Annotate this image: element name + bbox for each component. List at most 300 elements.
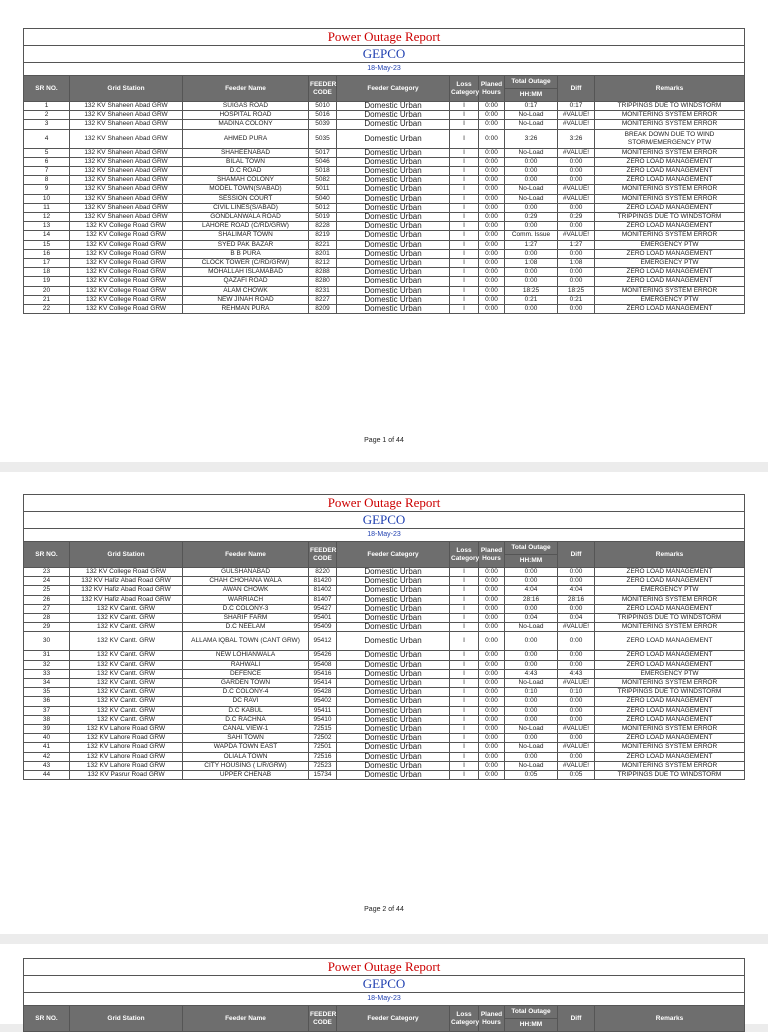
cell-sr-no: 23	[24, 568, 70, 577]
cell-planned-hours: 0:00	[479, 102, 505, 111]
cell-planned-hours: 0:00	[479, 148, 505, 157]
cell-feeder-name: AHMED PURA	[183, 129, 309, 148]
cell-feeder-name: D.C NEELAM	[183, 623, 309, 632]
cell-diff: 0:00	[558, 305, 595, 314]
cell-planned-hours: 0:00	[479, 176, 505, 185]
cell-feeder-name: CANAL VIEW-1	[183, 725, 309, 734]
company-name: GEPCO	[24, 512, 745, 529]
cell-loss-category: I	[450, 185, 479, 194]
cell-feeder-code: 95408	[309, 660, 337, 669]
cell-remarks: MONITERING SYSTEM ERROR	[595, 185, 745, 194]
cell-remarks: ZERO LOAD MANAGEMENT	[595, 203, 745, 212]
cell-diff: 0:00	[558, 706, 595, 715]
cell-loss-category: I	[450, 725, 479, 734]
table-row	[24, 148, 745, 157]
cell-feeder-name: SYED PAK BAZAR	[183, 240, 309, 249]
report-title: Power Outage Report	[24, 959, 745, 976]
cell-loss-category: I	[450, 679, 479, 688]
cell-grid-station: 132 KV Shaheen Abad GRW	[70, 111, 183, 120]
cell-total-outage: 0:00	[505, 651, 558, 660]
cell-feeder-code: 8219	[309, 231, 337, 240]
cell-diff: 0:00	[558, 577, 595, 586]
cell-sr-no: 44	[24, 771, 70, 780]
cell-total-outage: 0:00	[505, 222, 558, 231]
cell-diff: 0:00	[558, 697, 595, 706]
cell-sr-no: 41	[24, 743, 70, 752]
outage-table-3	[23, 958, 745, 1032]
cell-feeder-name: D.C RACHNA	[183, 715, 309, 724]
cell-total-outage: 0:00	[505, 697, 558, 706]
cell-remarks: ZERO LOAD MANAGEMENT	[595, 715, 745, 724]
cell-feeder-category: Domestic Urban	[337, 752, 450, 761]
cell-feeder-name: CHAH CHOHANA WALA	[183, 577, 309, 586]
cell-total-outage: No-Load	[505, 185, 558, 194]
cell-feeder-code: 8231	[309, 286, 337, 295]
cell-remarks: TRIPPINGS DUE TO WINDSTORM	[595, 102, 745, 111]
table-row	[24, 194, 745, 203]
table-row	[24, 129, 745, 148]
cell-feeder-name: CLOCK TOWER (C/RD/GRW)	[183, 259, 309, 268]
cell-loss-category: I	[450, 623, 479, 632]
header-feeder-category: Feeder Category	[337, 1006, 450, 1032]
cell-diff: 3:26	[558, 129, 595, 148]
header-remarks: Remarks	[595, 76, 745, 102]
cell-total-outage: 0:00	[505, 577, 558, 586]
cell-total-outage: 0:00	[505, 249, 558, 258]
cell-diff: #VALUE!	[558, 111, 595, 120]
cell-feeder-name: QAZAFI ROAD	[183, 277, 309, 286]
cell-feeder-name: SHAHEENABAD	[183, 148, 309, 157]
cell-feeder-category: Domestic Urban	[337, 277, 450, 286]
cell-loss-category: I	[450, 752, 479, 761]
report-date: 18-May-23	[24, 63, 745, 76]
cell-grid-station: 132 KV Lahore Road GRW	[70, 752, 183, 761]
cell-grid-station: 132 KV College Road GRW	[70, 286, 183, 295]
cell-planned-hours: 0:00	[479, 679, 505, 688]
cell-diff: 28:16	[558, 595, 595, 604]
cell-grid-station: 132 KV College Road GRW	[70, 268, 183, 277]
cell-diff: 0:04	[558, 614, 595, 623]
cell-grid-station: 132 KV College Road GRW	[70, 231, 183, 240]
cell-grid-station: 132 KV Cantt. GRW	[70, 697, 183, 706]
cell-loss-category: I	[450, 148, 479, 157]
cell-planned-hours: 0:00	[479, 734, 505, 743]
cell-loss-category: I	[450, 203, 479, 212]
cell-planned-hours: 0:00	[479, 743, 505, 752]
cell-diff: 0:00	[558, 734, 595, 743]
cell-remarks: ZERO LOAD MANAGEMENT	[595, 697, 745, 706]
cell-feeder-category: Domestic Urban	[337, 595, 450, 604]
cell-total-outage: 0:05	[505, 771, 558, 780]
cell-grid-station: 132 KV Shaheen Abad GRW	[70, 102, 183, 111]
cell-total-outage: No-Load	[505, 679, 558, 688]
cell-feeder-code: 72516	[309, 752, 337, 761]
cell-feeder-category: Domestic Urban	[337, 771, 450, 780]
cell-diff: #VALUE!	[558, 231, 595, 240]
cell-diff: 0:00	[558, 203, 595, 212]
cell-grid-station: 132 KV Cantt. GRW	[70, 632, 183, 651]
cell-feeder-name: CITY HOUSING ( L/R/GRW)	[183, 761, 309, 770]
cell-sr-no: 38	[24, 715, 70, 724]
cell-feeder-category: Domestic Urban	[337, 268, 450, 277]
cell-remarks: EMERGENCY PTW	[595, 259, 745, 268]
cell-feeder-category: Domestic Urban	[337, 120, 450, 129]
cell-diff: 1:08	[558, 259, 595, 268]
cell-total-outage: No-Load	[505, 743, 558, 752]
company-name: GEPCO	[24, 46, 745, 63]
cell-planned-hours: 0:00	[479, 167, 505, 176]
cell-feeder-code: 95428	[309, 688, 337, 697]
cell-loss-category: I	[450, 268, 479, 277]
cell-feeder-category: Domestic Urban	[337, 176, 450, 185]
cell-grid-station: 132 KV Cantt. GRW	[70, 715, 183, 724]
cell-feeder-code: 72523	[309, 761, 337, 770]
cell-feeder-category: Domestic Urban	[337, 697, 450, 706]
cell-feeder-name: MOHALLAH ISLAMABAD	[183, 268, 309, 277]
cell-loss-category: I	[450, 568, 479, 577]
cell-feeder-name: UPPER CHENAB	[183, 771, 309, 780]
cell-grid-station: 132 KV Shaheen Abad GRW	[70, 167, 183, 176]
cell-diff: 0:00	[558, 752, 595, 761]
cell-diff: 0:00	[558, 167, 595, 176]
report-date: 18-May-23	[24, 529, 745, 542]
cell-remarks: ZERO LOAD MANAGEMENT	[595, 157, 745, 166]
cell-sr-no: 24	[24, 577, 70, 586]
table-row	[24, 651, 745, 660]
cell-planned-hours: 0:00	[479, 660, 505, 669]
cell-sr-no: 26	[24, 595, 70, 604]
cell-grid-station: 132 KV Shaheen Abad GRW	[70, 157, 183, 166]
cell-remarks: ZERO LOAD MANAGEMENT	[595, 249, 745, 258]
table-row	[24, 706, 745, 715]
header-diff: Diff	[558, 542, 595, 568]
cell-feeder-category: Domestic Urban	[337, 286, 450, 295]
cell-feeder-code: 8209	[309, 305, 337, 314]
cell-diff: 0:00	[558, 249, 595, 258]
cell-feeder-category: Domestic Urban	[337, 102, 450, 111]
cell-feeder-name: WARRIACH	[183, 595, 309, 604]
header-feeder-name: Feeder Name	[183, 542, 309, 568]
cell-loss-category: I	[450, 734, 479, 743]
cell-feeder-category: Domestic Urban	[337, 222, 450, 231]
cell-sr-no: 40	[24, 734, 70, 743]
cell-sr-no: 21	[24, 295, 70, 304]
cell-sr-no: 36	[24, 697, 70, 706]
cell-diff: #VALUE!	[558, 194, 595, 203]
cell-total-outage: 0:00	[505, 632, 558, 651]
cell-loss-category: I	[450, 129, 479, 148]
cell-diff: 0:00	[558, 268, 595, 277]
cell-diff: 4:43	[558, 669, 595, 678]
header-feeder-category: Feeder Category	[337, 542, 450, 568]
cell-sr-no: 1	[24, 102, 70, 111]
cell-feeder-name: SUIGAS ROAD	[183, 102, 309, 111]
cell-grid-station: 132 KV Cantt. GRW	[70, 679, 183, 688]
cell-remarks: EMERGENCY PTW	[595, 295, 745, 304]
table-row	[24, 752, 745, 761]
header-sr-no: SR NO.	[24, 76, 70, 102]
cell-feeder-name: REHMAN PURA	[183, 305, 309, 314]
cell-diff: #VALUE!	[558, 623, 595, 632]
cell-remarks: ZERO LOAD MANAGEMENT	[595, 660, 745, 669]
cell-grid-station: 132 KV Hafiz Abad Road GRW	[70, 577, 183, 586]
cell-feeder-code: 15734	[309, 771, 337, 780]
cell-remarks: MONITERING SYSTEM ERROR	[595, 595, 745, 604]
cell-loss-category: I	[450, 286, 479, 295]
cell-grid-station: 132 KV Cantt. GRW	[70, 651, 183, 660]
cell-feeder-name: GONDLANWALA ROAD	[183, 213, 309, 222]
cell-remarks: ZERO LOAD MANAGEMENT	[595, 706, 745, 715]
cell-feeder-category: Domestic Urban	[337, 586, 450, 595]
cell-feeder-category: Domestic Urban	[337, 614, 450, 623]
cell-planned-hours: 0:00	[479, 577, 505, 586]
cell-sr-no: 11	[24, 203, 70, 212]
header-hhmm: HH:MM	[505, 89, 558, 102]
cell-feeder-code: 72502	[309, 734, 337, 743]
cell-planned-hours: 0:00	[479, 249, 505, 258]
cell-feeder-code: 5010	[309, 102, 337, 111]
cell-total-outage: 18:25	[505, 286, 558, 295]
cell-planned-hours: 0:00	[479, 632, 505, 651]
cell-remarks: ZERO LOAD MANAGEMENT	[595, 167, 745, 176]
cell-feeder-name: D.C COLONY-4	[183, 688, 309, 697]
cell-remarks: EMERGENCY PTW	[595, 669, 745, 678]
cell-total-outage: 0:00	[505, 734, 558, 743]
cell-planned-hours: 0:00	[479, 586, 505, 595]
cell-diff: 0:00	[558, 222, 595, 231]
cell-diff: 0:00	[558, 604, 595, 613]
cell-feeder-code: 8221	[309, 240, 337, 249]
cell-loss-category: I	[450, 157, 479, 166]
cell-feeder-category: Domestic Urban	[337, 743, 450, 752]
header-total-outage: Total Outage	[505, 1006, 558, 1019]
header-diff: Diff	[558, 1006, 595, 1032]
table-row	[24, 623, 745, 632]
cell-total-outage: No-Load	[505, 761, 558, 770]
cell-feeder-name: DC RAVI	[183, 697, 309, 706]
cell-total-outage: Comm. Issue	[505, 231, 558, 240]
report-date: 18-May-23	[24, 993, 745, 1006]
cell-sr-no: 15	[24, 240, 70, 249]
outage-table-2	[23, 494, 745, 780]
cell-feeder-name: GARDEN TOWN	[183, 679, 309, 688]
cell-grid-station: 132 KV Hafiz Abad Road GRW	[70, 586, 183, 595]
cell-loss-category: I	[450, 111, 479, 120]
cell-remarks: ZERO LOAD MANAGEMENT	[595, 734, 745, 743]
cell-loss-category: I	[450, 669, 479, 678]
cell-sr-no: 3	[24, 120, 70, 129]
cell-diff: 0:10	[558, 688, 595, 697]
cell-loss-category: I	[450, 577, 479, 586]
cell-remarks: ZERO LOAD MANAGEMENT	[595, 222, 745, 231]
cell-feeder-category: Domestic Urban	[337, 259, 450, 268]
cell-total-outage: No-Load	[505, 148, 558, 157]
header-loss-category: Loss Category	[450, 542, 479, 568]
table-row	[24, 286, 745, 295]
table-row	[24, 632, 745, 651]
cell-remarks: MONITERING SYSTEM ERROR	[595, 679, 745, 688]
cell-planned-hours: 0:00	[479, 669, 505, 678]
cell-remarks: MONITERING SYSTEM ERROR	[595, 623, 745, 632]
cell-sr-no: 34	[24, 679, 70, 688]
cell-sr-no: 17	[24, 259, 70, 268]
table-row	[24, 231, 745, 240]
cell-feeder-code: 5046	[309, 157, 337, 166]
cell-feeder-name: MADINA COLONY	[183, 120, 309, 129]
cell-sr-no: 22	[24, 305, 70, 314]
cell-feeder-category: Domestic Urban	[337, 148, 450, 157]
cell-diff: #VALUE!	[558, 743, 595, 752]
cell-planned-hours: 0:00	[479, 277, 505, 286]
cell-feeder-name: OLIALA TOWN	[183, 752, 309, 761]
cell-feeder-name: GULSHANABAD	[183, 568, 309, 577]
cell-diff: 0:21	[558, 295, 595, 304]
cell-feeder-code: 8212	[309, 259, 337, 268]
cell-feeder-name: MODEL TOWN(S/ABAD)	[183, 185, 309, 194]
cell-loss-category: I	[450, 604, 479, 613]
cell-diff: 0:05	[558, 771, 595, 780]
cell-feeder-code: 5082	[309, 176, 337, 185]
cell-feeder-name: D.C COLONY-3	[183, 604, 309, 613]
cell-total-outage: 1:27	[505, 240, 558, 249]
cell-planned-hours: 0:00	[479, 568, 505, 577]
page-3	[0, 944, 768, 1028]
cell-planned-hours: 0:00	[479, 771, 505, 780]
cell-planned-hours: 0:00	[479, 259, 505, 268]
cell-total-outage: 0:21	[505, 295, 558, 304]
cell-grid-station: 132 KV Lahore Road GRW	[70, 761, 183, 770]
report-page-3	[23, 958, 744, 1032]
cell-total-outage: 4:04	[505, 586, 558, 595]
cell-grid-station: 132 KV Shaheen Abad GRW	[70, 120, 183, 129]
cell-diff: #VALUE!	[558, 725, 595, 734]
cell-feeder-category: Domestic Urban	[337, 660, 450, 669]
cell-feeder-code: 72501	[309, 743, 337, 752]
cell-sr-no: 14	[24, 231, 70, 240]
cell-feeder-category: Domestic Urban	[337, 231, 450, 240]
company-name: GEPCO	[24, 976, 745, 993]
outage-rows-1	[24, 102, 745, 314]
cell-planned-hours: 0:00	[479, 120, 505, 129]
cell-feeder-code: 5035	[309, 129, 337, 148]
cell-feeder-name: NEW JINAH ROAD	[183, 295, 309, 304]
cell-grid-station: 132 KV Shaheen Abad GRW	[70, 129, 183, 148]
cell-diff: #VALUE!	[558, 148, 595, 157]
page-2	[0, 472, 768, 934]
cell-grid-station: 132 KV College Road GRW	[70, 295, 183, 304]
header-feeder-code: FEEDER CODE	[309, 542, 337, 568]
header-sr-no: SR NO.	[24, 1006, 70, 1032]
cell-remarks: MONITERING SYSTEM ERROR	[595, 761, 745, 770]
cell-remarks: ZERO LOAD MANAGEMENT	[595, 604, 745, 613]
cell-grid-station: 132 KV Cantt. GRW	[70, 604, 183, 613]
cell-feeder-name: SHARIF FARM	[183, 614, 309, 623]
cell-loss-category: I	[450, 213, 479, 222]
header-total-outage: Total Outage	[505, 76, 558, 89]
cell-remarks: EMERGENCY PTW	[595, 240, 745, 249]
header-feeder-code: FEEDER CODE	[309, 76, 337, 102]
cell-planned-hours: 0:00	[479, 752, 505, 761]
cell-remarks: MONITERING SYSTEM ERROR	[595, 120, 745, 129]
outage-table-1	[23, 28, 745, 314]
cell-total-outage: 28:16	[505, 595, 558, 604]
cell-feeder-code: 8201	[309, 249, 337, 258]
cell-grid-station: 132 KV Cantt. GRW	[70, 660, 183, 669]
cell-planned-hours: 0:00	[479, 651, 505, 660]
cell-planned-hours: 0:00	[479, 268, 505, 277]
cell-planned-hours: 0:00	[479, 604, 505, 613]
cell-feeder-name: DEFENCE	[183, 669, 309, 678]
cell-feeder-category: Domestic Urban	[337, 129, 450, 148]
header-remarks: Remarks	[595, 1006, 745, 1032]
cell-diff: 0:00	[558, 176, 595, 185]
cell-feeder-category: Domestic Urban	[337, 679, 450, 688]
cell-feeder-code: 95414	[309, 679, 337, 688]
cell-feeder-code: 95409	[309, 623, 337, 632]
cell-sr-no: 37	[24, 706, 70, 715]
cell-feeder-name: BILAL TOWN	[183, 157, 309, 166]
cell-loss-category: I	[450, 688, 479, 697]
cell-feeder-name: AWAN CHOWK	[183, 586, 309, 595]
cell-diff: #VALUE!	[558, 761, 595, 770]
cell-grid-station: 132 KV Hafiz Abad Road GRW	[70, 595, 183, 604]
cell-total-outage: No-Load	[505, 111, 558, 120]
cell-sr-no: 8	[24, 176, 70, 185]
cell-feeder-name: SAHI TOWN	[183, 734, 309, 743]
cell-feeder-category: Domestic Urban	[337, 305, 450, 314]
cell-feeder-name: NEW LOHIANWALA	[183, 651, 309, 660]
report-title: Power Outage Report	[24, 29, 745, 46]
cell-loss-category: I	[450, 295, 479, 304]
cell-remarks: ZERO LOAD MANAGEMENT	[595, 176, 745, 185]
outage-rows-2	[24, 568, 745, 780]
cell-grid-station: 132 KV College Road GRW	[70, 568, 183, 577]
cell-sr-no: 28	[24, 614, 70, 623]
cell-feeder-category: Domestic Urban	[337, 725, 450, 734]
table-row	[24, 305, 745, 314]
cell-planned-hours: 0:00	[479, 129, 505, 148]
cell-loss-category: I	[450, 586, 479, 595]
cell-remarks: TRIPPINGS DUE TO WINDSTORM	[595, 771, 745, 780]
cell-remarks: TRIPPINGS DUE TO WINDSTORM	[595, 688, 745, 697]
cell-diff: 0:00	[558, 157, 595, 166]
cell-feeder-name: SHAMAH COLONY	[183, 176, 309, 185]
cell-feeder-code: 8288	[309, 268, 337, 277]
cell-feeder-code: 95411	[309, 706, 337, 715]
cell-grid-station: 132 KV Pasrur Road GRW	[70, 771, 183, 780]
cell-feeder-category: Domestic Urban	[337, 167, 450, 176]
cell-feeder-code: 95416	[309, 669, 337, 678]
report-page-1	[23, 28, 744, 314]
cell-loss-category: I	[450, 194, 479, 203]
cell-remarks: MONITERING SYSTEM ERROR	[595, 231, 745, 240]
cell-grid-station: 132 KV College Road GRW	[70, 240, 183, 249]
cell-feeder-code: 5016	[309, 111, 337, 120]
cell-total-outage: 0:04	[505, 614, 558, 623]
cell-feeder-name: SHALIMAR TOWN	[183, 231, 309, 240]
table-row	[24, 185, 745, 194]
cell-sr-no: 18	[24, 268, 70, 277]
report-page-2	[23, 494, 744, 780]
cell-sr-no: 43	[24, 761, 70, 770]
cell-grid-station: 132 KV College Road GRW	[70, 249, 183, 258]
cell-sr-no: 16	[24, 249, 70, 258]
cell-grid-station: 132 KV Shaheen Abad GRW	[70, 148, 183, 157]
cell-feeder-category: Domestic Urban	[337, 577, 450, 586]
header-planned-hours: Planed Hours	[479, 76, 505, 102]
cell-loss-category: I	[450, 240, 479, 249]
cell-remarks: ZERO LOAD MANAGEMENT	[595, 651, 745, 660]
